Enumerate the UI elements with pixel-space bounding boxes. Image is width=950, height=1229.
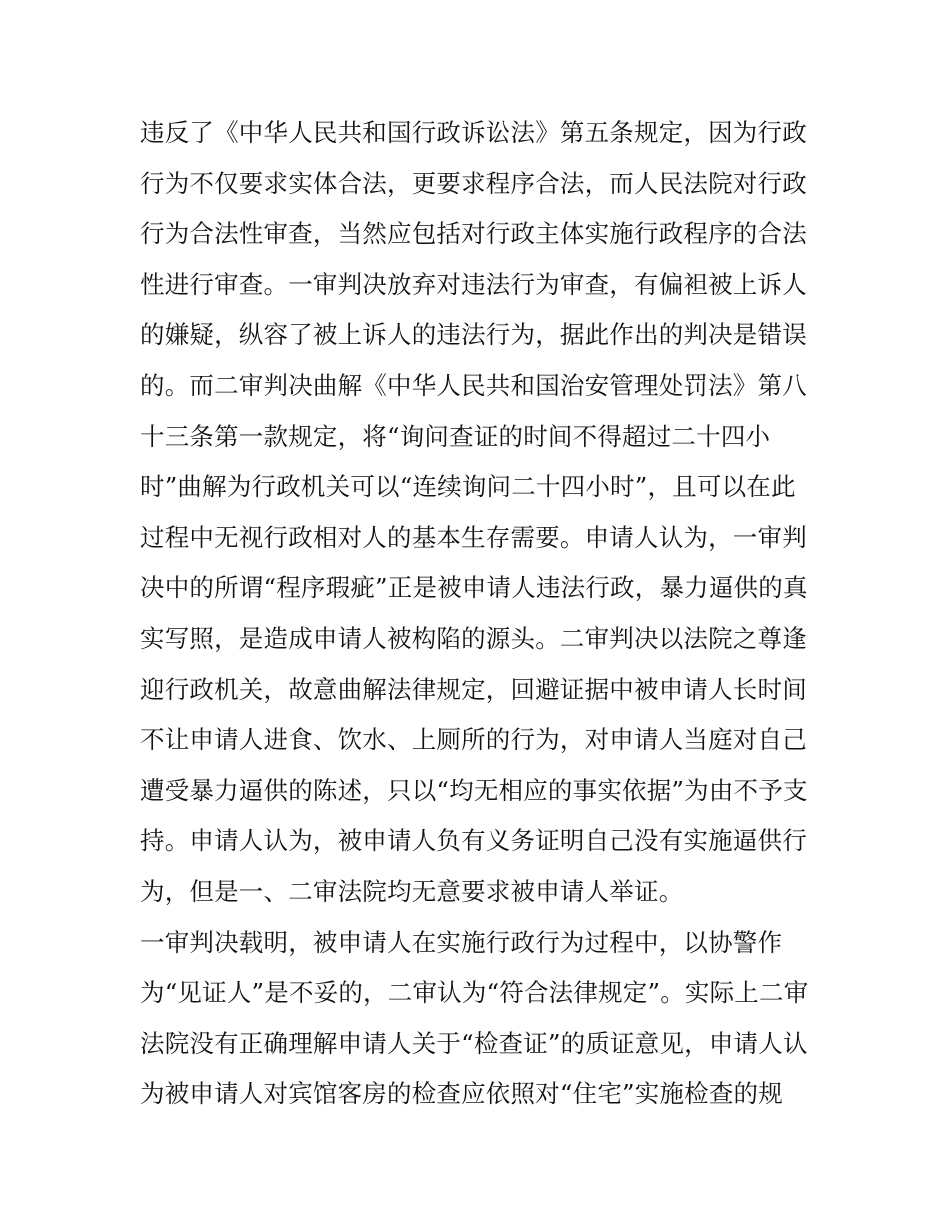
text-line: 不让申请人进食、饮水、上厕所的行为，对申请人当庭对自己 [140, 725, 807, 755]
text-line: 为，但是一、二审法院均无意要求被申请人举证。 [140, 876, 684, 906]
text-line: 遭受暴力逼供的陈述，只以“均无相应的事实依据”为由不予支 [140, 775, 808, 805]
text-line: 违反了《中华人民共和国行政诉讼法》第五条规定，因为行政 [140, 118, 807, 147]
text-line: 为“见证人”是不妥的，二审认为“符合法律规定”。实际上二审 [140, 978, 809, 1008]
text-line: 行为不仅要求实体合法，更要求程序合法，而人民法院对行政 [140, 168, 807, 198]
text-line: 法院没有正确理解申请人关于“检查证”的质证意见，申请人认 [140, 1028, 808, 1058]
text-line: 的。而二审判决曲解《中华人民共和国治安管理处罚法》第八 [140, 370, 807, 400]
text-line: 为被申请人对宾馆客房的检查应依照对“住宅”实施检查的规 [140, 1079, 783, 1109]
text-line: 的嫌疑，纵容了被上诉人的违法行为，据此作出的判决是错误 [140, 320, 807, 350]
text-line: 行为合法性审查，当然应包括对行政主体实施行政程序的合法 [140, 219, 807, 249]
body-text [140, 108, 820, 1120]
text-line: 十三条第一款规定，将“询问查证的时间不得超过二十四小 [140, 421, 771, 451]
text-line: 持。申请人认为，被申请人负有义务证明自己没有实施逼供行 [140, 826, 807, 856]
text-line: 时”曲解为行政机关可以“连续询问二十四小时”，且可以在此 [140, 472, 796, 502]
text-line: 实写照，是造成申请人被构陷的源头。二审判决以法院之尊逢 [140, 623, 807, 653]
text-line: 决中的所谓“程序瑕疵”正是被申请人违法行政，暴力逼供的真 [140, 573, 808, 603]
text-line: 一审判决载明，被申请人在实施行政行为过程中，以协警作 [140, 927, 783, 957]
text-line: 迎行政机关，故意曲解法律规定，回避证据中被申请人长时间 [140, 674, 807, 704]
text-line: 性进行审查。一审判决放弃对违法行为审查，有偏袒被上诉人 [140, 269, 807, 299]
text-line: 过程中无视行政相对人的基本生存需要。申请人认为，一审判 [140, 522, 807, 552]
